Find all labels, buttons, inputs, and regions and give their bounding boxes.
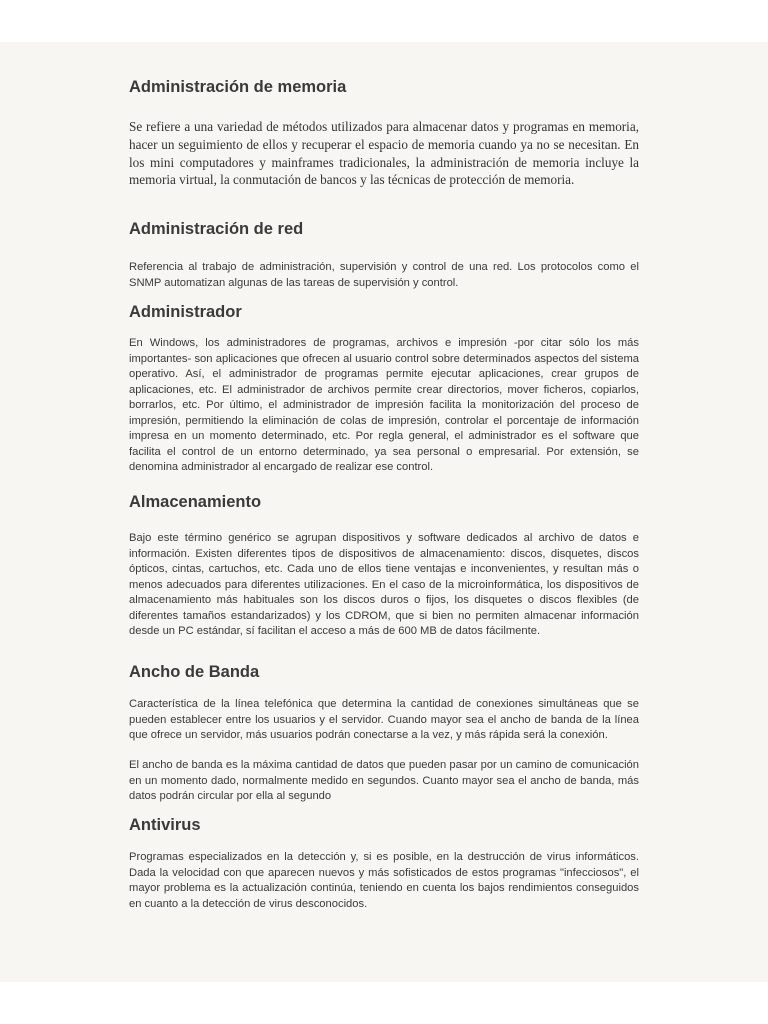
section-text-ancho-de-banda-2: El ancho de banda es la máxima cantidad de datos que pueden pasar por un camino de comunicación en un momento dado, normalmente medido en segundos. Cuanto mayor sea el ancho de banda, más datos podrán circular por ella al segundo (129, 759, 639, 802)
section-text-ancho-de-banda-1: Característica de la línea telefónica que determina la cantidad de conexiones simultáneas que se pueden establecer entre los usuarios y el servidor. Cuando mayor sea el ancho de banda de la línea que ofrece un servidor, más usuarios podrán conectarse a la vez, y más rápida será la conexión. (129, 698, 639, 741)
section-text-almacenamiento: Bajo este término genérico se agrupan dispositivos y software dedicados al archivo de datos e información. Existen diferentes tipos de dispositivos de almacenamiento: discos, disquetes, discos ópticos, cintas, cartuchos, etc. Cada uno de ellos tiene ventajas e inconvenientes, y resultan más o menos adecuados para diferentes utilizaciones. En el caso de la microinformática, los dispositivos de almacenamiento más habituales son los discos duros o fijos, los disquetes o discos flexibles (de diferentes tamaños estandarizados) y los CDROM, que si bien no permiten almacenar información desde un PC estándar, sí facilitan el acceso a más de 600 MB de datos fácilmente. (129, 532, 639, 637)
section-title-almacenamiento: Almacenamiento (129, 493, 262, 511)
scanned-page (0, 42, 768, 982)
section-text-administracion-de-red: Referencia al trabajo de administración, supervisión y control de una red. Los protocolos como el SNMP automatizan algunas de las tareas de supervisión y control. (129, 261, 639, 289)
section-text-administrador: En Windows, los administradores de programas, archivos e impresión -por citar sólo los más importantes- son aplicaciones que ofrecen al usuario control sobre determinados aspectos del sistema operativo. Así, el administrador de programas permite ejecutar aplicaciones, crear grupos de aplicaciones, etc. El administrador de archivos permite crear directorios, mover ficheros, copiarlos, borrarlos, etc. Por último, el administrador de impresión facilita la monitorización del proceso de impresión, permitiendo la eliminación de colas de impresión, controlar el porcentaje de información impresa en un momento determinado, etc. Por regla general, el administrador es el software que facilita el control de un entorno determinado, ya sea personal o empresarial. Por extensión, se denomina administrador al encargado de realizar ese control. (129, 337, 639, 473)
section-title-administracion-de-red: Administración de red (129, 220, 304, 238)
section-text-administracion-de-memoria: Se refiere a una variedad de métodos utilizados para almacenar datos y programas en memoria, hacer un seguimiento de ellos y recuperar el espacio de memoria cuando ya no se necesitan. En los mini computadores y mainframes tradicionales, la administración de memoria incluye la memoria virtual, la conmutación de bancos y las técnicas de protección de memoria. (129, 119, 639, 188)
section-title-ancho-de-banda: Ancho de Banda (129, 663, 260, 681)
section-text-antivirus: Programas especializados en la detección y, si es posible, en la destrucción de virus informáticos. Dada la velocidad con que aparecen nuevos y más sofisticados de estos programas "infecciosos", el mayor problema es la actualización continúa, teniendo en cuenta los bajos rendimientos conseguidos en cuanto a la detección de virus desconocidos. (129, 851, 639, 910)
section-title-administracion-de-memoria: Administración de memoria (129, 78, 347, 96)
section-title-antivirus: Antivirus (129, 816, 201, 834)
section-title-administrador: Administrador (129, 303, 242, 321)
